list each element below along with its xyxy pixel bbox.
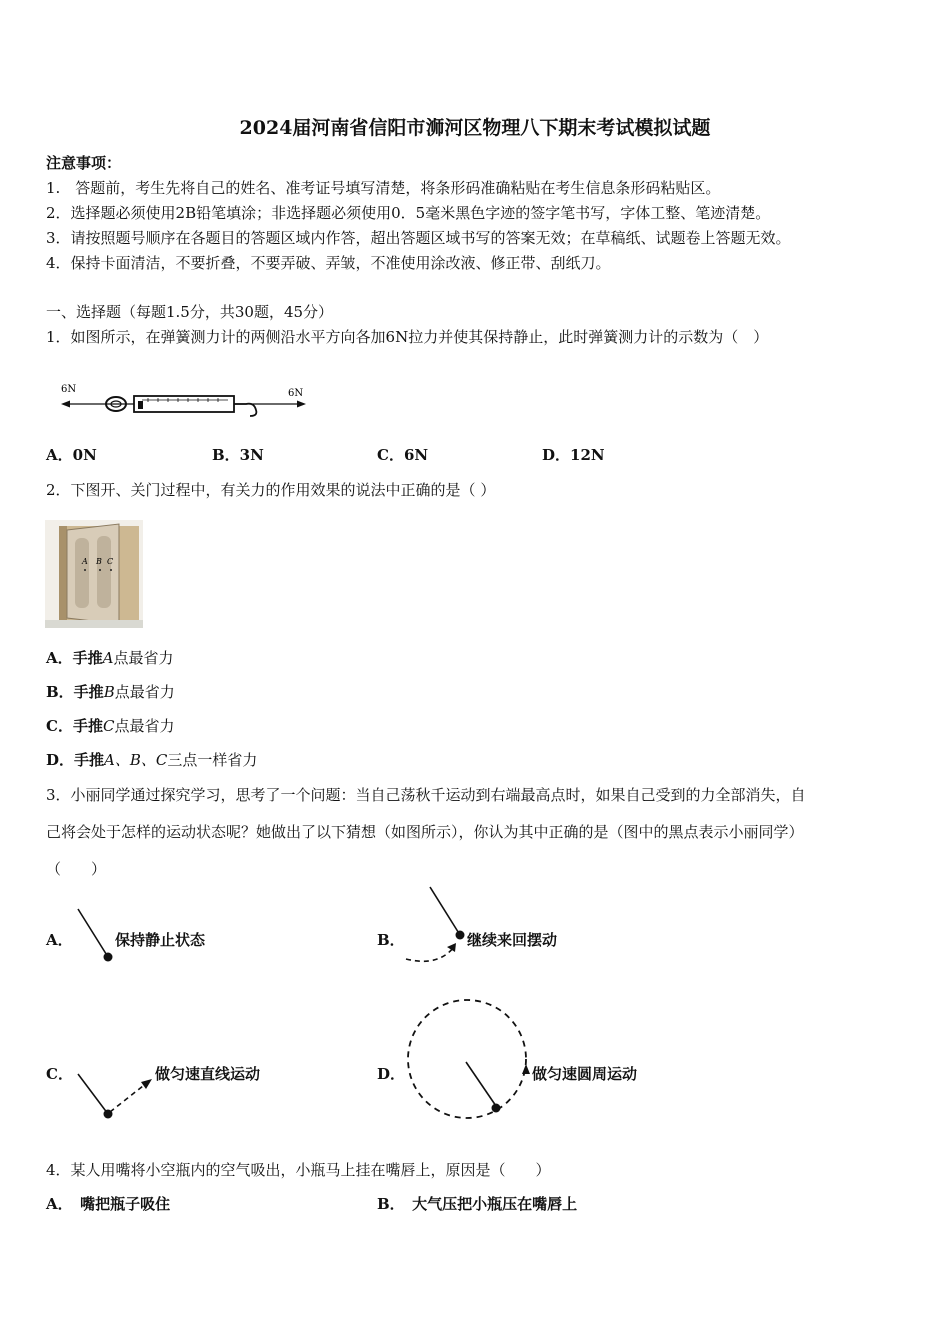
q3-figure-c: [70, 1072, 160, 1124]
page-title: 2024届河南省信阳市浉河区物理八下期末考试模拟试题: [239, 117, 711, 139]
question-3-line-1: 3．小丽同学通过探究学习，思考了一个问题：当自己荡秋千运动到右端最高点时，如果自己受到的力全部消失，自: [46, 786, 806, 804]
q3-option-d-letter: D．: [377, 1065, 406, 1083]
notice-item: 1. 答题前，考生先将自己的姓名、准考证号填写清楚，将条形码准确粘贴在考生信息条形码粘贴区。: [46, 179, 721, 197]
q2-option-a: A．手推A点最省力: [46, 649, 174, 667]
door-point-b: B: [96, 557, 102, 566]
q3-option-b-letter: B．: [377, 931, 405, 949]
q2-option-d: D．手推A、B、C三点一样省力: [46, 751, 258, 769]
q3-figure-a: [70, 905, 120, 967]
q3-option-c-text: 做匀速直线运动: [155, 1065, 261, 1083]
q3-figure-b: [400, 885, 470, 967]
q4-option-b: B． 大气压把小瓶压在嘴唇上: [377, 1195, 578, 1213]
force-left-label: 6N: [61, 384, 77, 395]
door-figure: [45, 520, 143, 628]
section-heading: 一、选择题（每题1.5分，共30题，45分）: [46, 303, 334, 321]
notice-item: 3．请按照题号顺序在各题目的答题区域内作答，超出答题区域书写的答案无效；在草稿纸、试题卷上答题无效。: [46, 229, 791, 247]
q3-figure-d: [404, 996, 534, 1126]
door-point-a: A: [82, 557, 88, 566]
q1-option-c: C．6N: [377, 446, 429, 464]
door-point-c: C: [107, 557, 114, 566]
q4-option-a: A． 嘴把瓶子吸住: [46, 1195, 171, 1213]
question-4-stem: 4．某人用嘴将小空瓶内的空气吸出，小瓶马上挂在嘴唇上，原因是（ ）: [46, 1161, 551, 1179]
q3-option-c-letter: C．: [46, 1065, 73, 1083]
force-right-label: 6N: [288, 388, 304, 399]
notice-item: 4．保持卡面清洁，不要折叠，不要弄破、弄皱，不准使用涂改液、修正带、刮纸刀。: [46, 254, 611, 272]
notice-item: 2．选择题必须使用2B铅笔填涂；非选择题必须使用0．5毫米黑色字迹的签字笔书写，字体工整、笔迹清楚。: [46, 204, 771, 222]
q3-option-b-text: 继续来回摆动: [467, 931, 558, 949]
q3-option-a-letter: A．: [46, 931, 73, 949]
spring-scale-figure: [58, 380, 308, 420]
q1-option-d: D．12N: [542, 446, 605, 464]
question-3-line-3: （ ）: [46, 860, 107, 878]
question-1-stem: 1．如图所示，在弹簧测力计的两侧沿水平方向各加6N拉力并使其保持静止，此时弹簧测力计的示数为（ ）: [46, 328, 769, 346]
q2-option-b: B．手推B点最省力: [46, 683, 175, 701]
notice-heading: 注意事项：: [46, 154, 122, 172]
q3-option-d-text: 做匀速圆周运动: [532, 1065, 638, 1083]
question-2-stem: 2．下图开、关门过程中，有关力的作用效果的说法中正确的是（ ）: [46, 481, 496, 499]
question-3-line-2: 己将会处于怎样的运动状态呢？她做出了以下猜想（如图所示），你认为其中正确的是（图中的黑点表示小丽同学）: [46, 823, 804, 841]
q2-option-c: C．手推C点最省力: [46, 717, 175, 735]
q1-option-b: B．3N: [212, 446, 264, 464]
q3-option-a-text: 保持静止状态: [115, 931, 206, 949]
q1-option-a: A．0N: [46, 446, 97, 464]
